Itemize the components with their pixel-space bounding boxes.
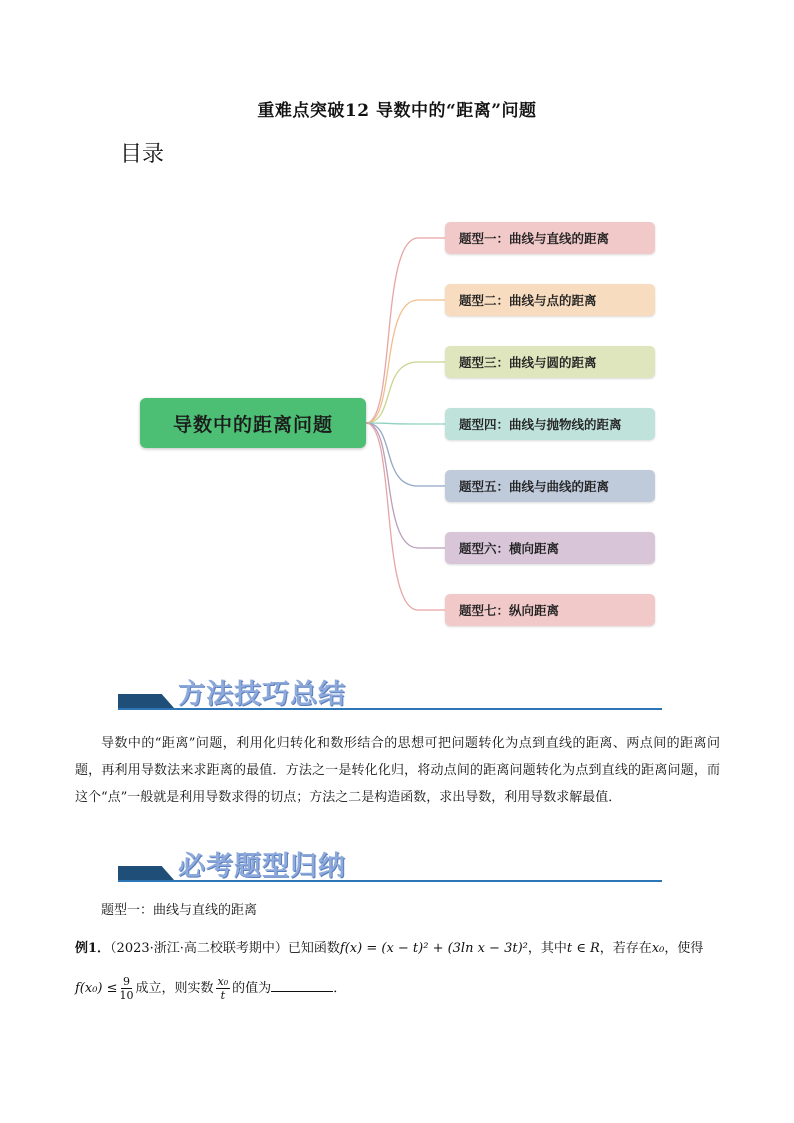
mindmap-connector-3: [366, 362, 445, 423]
mindmap-root: 导数中的距离问题: [140, 398, 366, 448]
mindmap-branch-4: [445, 408, 655, 440]
banner-bar: [118, 866, 174, 880]
mindmap-connector-2: [366, 300, 445, 423]
example-text: 的值为: [232, 981, 272, 996]
example-text: ，若存在: [599, 941, 652, 956]
mindmap-branch-label: 题型一：曲线与直线的距离: [459, 231, 610, 246]
example-text: 已知函数: [287, 941, 340, 956]
mindmap-branch-label: 题型二：曲线与点的距离: [459, 293, 597, 308]
mindmap-branch-label: 题型七：纵向距离: [459, 603, 560, 618]
mindmap-connector-7: [366, 423, 445, 610]
function-formula: f(x) = (x − t)² + (3ln x − 3t)²: [339, 941, 528, 956]
mindmap-connector-6: [366, 423, 445, 548]
mindmap-branch-label: 题型四：曲线与抛物线的距离: [459, 417, 622, 432]
question-type-heading: 题型一：曲线与直线的距离: [101, 903, 258, 918]
mindmap-connector-1: [366, 238, 445, 423]
mindmap-branch-1: [445, 222, 655, 254]
fraction-numerator: x₀: [217, 975, 229, 988]
example-label: 例1．: [75, 941, 111, 956]
summary-paragraph: 导数中的“距离”问题，利用化归转化和数形结合的思想可把问题转化为点到直线的距离、两点间的距离问题，再利用导数法来求距离的最值．方法之一是转化化归，将动点间的距离问题转化为点到直线的距离问题，而这个“点”一般就是利用导数求得的切点；方法之二是构造函数，求出导数，利用导数求解最值．: [75, 736, 720, 805]
section-banner-methods: [118, 672, 662, 712]
mindmap-connector-4: [366, 423, 445, 424]
section-banner-types: [118, 844, 662, 884]
mindmap-branch-5: [445, 470, 655, 502]
inequality-left: f(x₀) ≤: [75, 981, 118, 996]
toc-label: 目录: [120, 142, 165, 167]
fraction-nine-tenths: [120, 975, 134, 1002]
example-text: ，其中: [527, 941, 567, 956]
condition: t ∈ R: [566, 941, 600, 956]
mindmap-connector-5: [366, 423, 445, 486]
variable: x₀: [651, 941, 665, 956]
example-text: 成立，则实数: [135, 981, 214, 996]
page-title: 重难点突破12 导数中的“距离”问题: [257, 101, 537, 121]
mindmap-branch-6: [445, 532, 655, 564]
example-line-2: [75, 975, 346, 1002]
fraction-denominator: t: [220, 989, 226, 1002]
mindmap-branch-label: 题型六：横向距离: [459, 541, 560, 556]
section-heading-types: 必考题型归纳: [178, 851, 346, 882]
example-line-1: [75, 937, 703, 956]
mindmap-branch-7: [445, 594, 655, 626]
example-text: ，使得: [664, 941, 704, 956]
example-text: ．: [333, 981, 347, 996]
mindmap-branch-label: 题型五：曲线与曲线的距离: [459, 479, 610, 494]
mindmap-branch-2: [445, 284, 655, 316]
section-heading-methods: 方法技巧总结: [178, 679, 346, 710]
fraction-x0-over-t: [216, 975, 231, 1002]
answer-blank[interactable]: [271, 979, 333, 992]
fraction-denominator: 10: [119, 989, 134, 1002]
mindmap-branch-3: [445, 346, 655, 378]
banner-bar: [118, 694, 174, 708]
example-source: （2023·浙江·高二校联考期中）: [110, 941, 288, 956]
mindmap-branch-label: 题型三：曲线与圆的距离: [459, 355, 597, 370]
fraction-numerator: 9: [123, 975, 131, 988]
